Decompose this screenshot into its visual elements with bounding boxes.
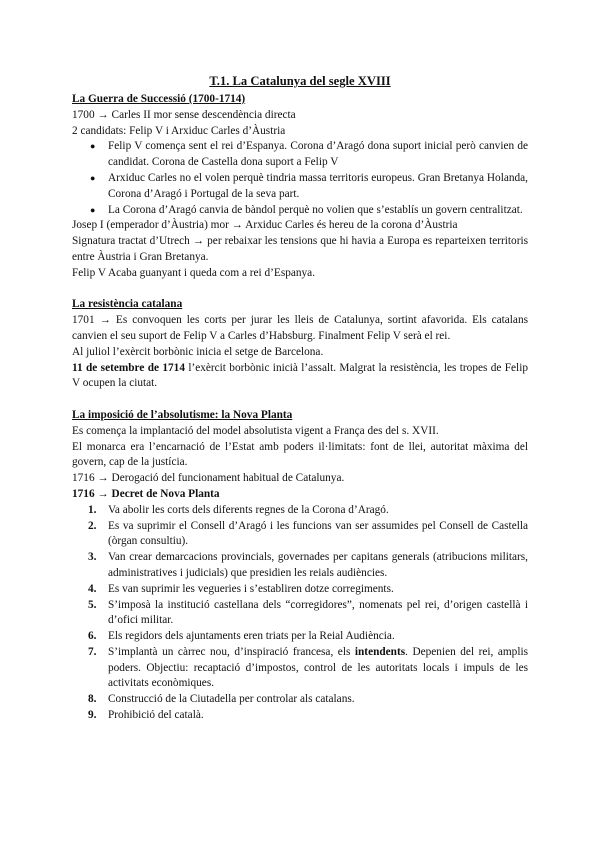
numbered-list xyxy=(72,503,528,724)
text-line: Es comença la implantació del model absolutista vigent a França des del s. XVII. xyxy=(72,424,439,437)
text-line: 2 candidats: Felip V i Arxiduc Carles d’Àustria xyxy=(72,124,286,137)
text-line: Josep I (emperador d’Àustria) mor → Arxiduc Carles és hereu de la corona d’Àustria xyxy=(72,219,458,232)
intendents-bold: intendents xyxy=(354,645,406,658)
text-line: Felip V Acaba guanyant i queda com a rei d’Espanya. xyxy=(72,266,316,279)
text-line: 1701 → Es convoquen les corts per jurar les lleis de Catalunya, sortint afavorida. Els catalans canvien el seu suport de Felip V a Carles d’Habsburg. Finalment Felip V serà el rei. xyxy=(72,314,528,342)
list-item: ● Felip V comença sent el rei d’Espanya. Corona d’Aragó dona suport inicial però canvien de candidat. Corona de Castella dona suport a Felip V xyxy=(72,139,528,171)
section-heading-resistance: La resistència catalana xyxy=(72,298,183,311)
list-item: 2. Es va suprimir el Consell d’Aragó i les funcions van ser assumides pel Consell de Castella (òrgan consultiu). xyxy=(88,519,528,548)
text-line: El monarca era l’encarnació de l’Estat amb poders il·limitats: font de llei, autoritat màxima del govern, cap de la justícia. xyxy=(72,440,528,469)
date-bold: 11 de setembre de 1714 xyxy=(72,361,185,374)
list-item: 6. Els regidors dels ajuntaments eren triats per la Reial Audiència. xyxy=(88,630,395,643)
list-item: 3. Van crear demarcacions provincials, governades per capitans generals (atribucions militars, administratives i judicials) que presidien les reials audiències. xyxy=(88,551,528,579)
section-heading-war: La Guerra de Successió (1700-1714) xyxy=(72,93,246,105)
list-item: 1. Va abolir les corts dels diferents regnes de la Corona d’Aragó. xyxy=(88,503,389,516)
list-item: 5. S’imposà la institució castellana dels “corregidores”, nomenats pel rei, d’origen castellà i d’ofici militar. xyxy=(88,598,528,627)
text-line: 1700 → Carles II mor sense descendència directa xyxy=(72,108,296,121)
section-heading-absolutism: La imposició de l’absolutisme: la Nova Planta xyxy=(72,408,293,421)
text-line xyxy=(72,361,528,393)
text-span: l’exèrcit borbònic inicià l’assalt. Malgrat la resistència, les tropes de Felip V ocupen la ciutat. xyxy=(72,361,528,390)
list-item: 8. Construcció de la Ciutadella per controlar als catalans. xyxy=(88,693,355,706)
text-line: Al juliol l’exèrcit borbònic inicia el setge de Barcelona. xyxy=(72,345,324,358)
document-page xyxy=(72,73,528,724)
list-item: 4. Es van suprimir les vegueries i s’establiren dotze corregiments. xyxy=(88,582,394,595)
page-title: T.1. La Catalunya del segle XVIII xyxy=(209,74,391,88)
bullet-list xyxy=(72,139,528,218)
list-item: 9. Prohibició del català. xyxy=(88,709,204,722)
sub-heading-decree: 1716 → Decret de Nova Planta xyxy=(72,487,220,500)
text-line: 1716 → Derogació del funcionament habitual de Catalunya. xyxy=(72,472,345,485)
text-line: Signatura tractat d’Utrech → per rebaixar les tensions que hi havia a Europa es reparteixen territoris entre Àustria i Gran Bretanya. xyxy=(72,235,528,263)
list-item: ● La Corona d’Aragó canvia de bàndol perquè no volien que s’establís un govern centralitzat. xyxy=(72,203,528,219)
list-item: 7. S’implantà un càrrec nou, d’inspiració francesa, els intendents. Depenien del rei, amplis poders. Objectiu: recaptació d’impostos, control de les autoritats locals i impuls de les activitats econòmiques. xyxy=(88,645,528,690)
list-item: ● Arxiduc Carles no el volen perquè tindria massa territoris europeus. Gran Bretanya Holanda, Corona d’Aragó i Portugal de la seva part. xyxy=(72,171,528,203)
